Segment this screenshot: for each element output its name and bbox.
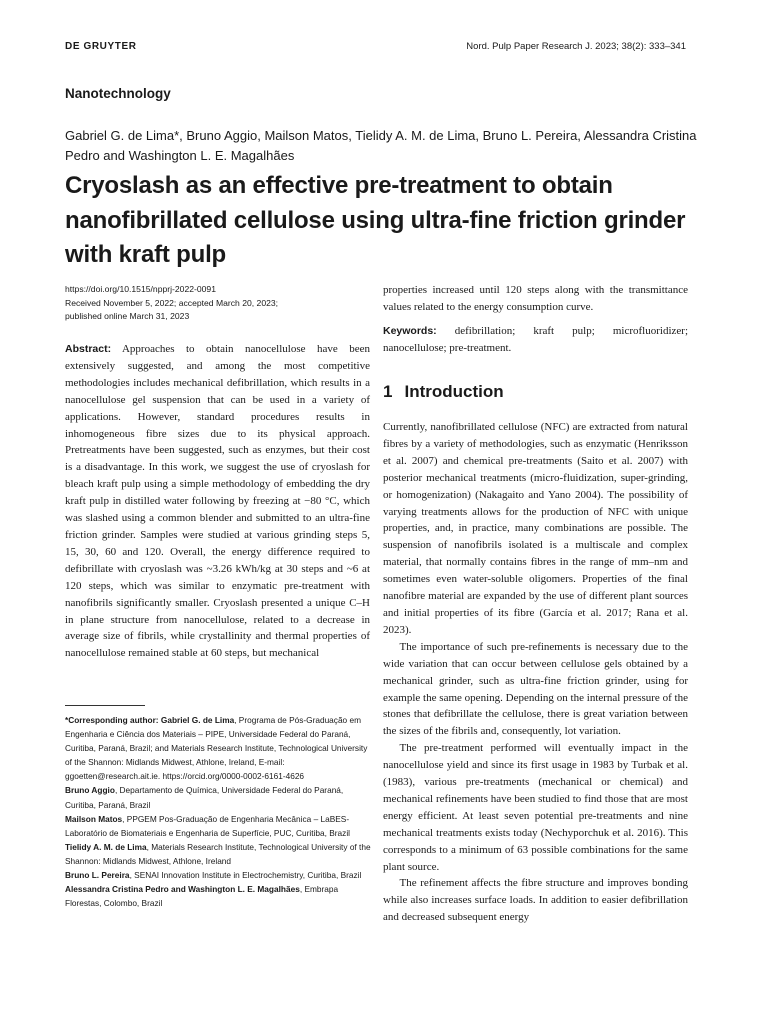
footnote-item [65,882,375,910]
footnote-divider [65,705,145,706]
intro-paragraph: The pre-treatment performed will eventually impact in the nanocellulose yield and since its first usage in 1983 by Turbak et al. (1983), various pre-treatments (mechanical or chemical) and mechanical refinements have been studied to find those that are most energy efficient. At least seven potential pre-treatments and nine mechanical treatments exists today (Nechyporchuk et al. 2016). This corresponds to a minimum of 63 possible combinations for the same plant source. [383,742,688,873]
footnote-item [65,713,375,783]
article-meta [65,283,375,324]
abstract-continuation [383,282,688,316]
abstract-label: Abstract: [65,343,112,355]
footnote-text: , Materials Research Institute, Technological University of the Shannon: Midlands Midwest, Athlone, Ireland [65,841,371,866]
section-label: Nanotechnology [65,86,171,101]
footnote-text: , Departamento de Química, Universidade Federal do Paraná, Curitiba, Paraná, Brazil [65,785,344,810]
intro-paragraph: The importance of such pre-refinements is necessary due to the wide variation that can occur between cellulose gels obtained by a mechanical grinder, such as ultra-fine friction grinder, using for example the same opening. Depending on the internal pressure of the stones that defibrillate the cellulose, there is great variation between the sizes of the fibrils and, consequently, lot variation. [383,640,688,738]
abstract [65,341,370,662]
footnote-item [65,868,375,882]
footnote-text: , PPGEM Pos-Graduação de Engenharia Mecânica – LaBES-Laboratório de Biomateriais e Engenharia de Superfície, PUC, Curitiba, Brazil [65,813,351,838]
article-title: Cryoslash as an effective pre-treatment to obtain nanofibrillated cellulose using ultra-fine friction grinder with kraft pulp [65,172,686,268]
keywords-text: defibrillation; kraft pulp; microfluoridizer; nanocellulose; pre-treatment. [383,325,688,354]
doi-link[interactable]: https://doi.org/10.1515/npprj-2022-0091 [65,284,216,294]
author-list: Gabriel G. de Lima*, Bruno Aggio, Mailson Matos, Tielidy A. M. de Lima, Bruno L. Pereira, Alessandra Cristina Pedro and Washington L. E. Magalhães [65,128,697,163]
publisher-name: DE GRUYTER [65,41,137,52]
footnote-text: , Embrapa Florestas, Colombo, Brazil [65,884,339,909]
introduction-heading [383,382,504,402]
received-date: Received November 5, 2022; accepted March 20, 2023; [65,297,279,308]
intro-paragraph: The refinement affects the fibre structure and improves bonding while also increases surface loads. In addition to easier defibrillation and decreased subsequent energy [383,877,688,924]
footnote-item [65,840,375,868]
abstract-text: Approaches to obtain nanocellulose have been extensively suggested, and among the most competitive methodologies includes mechanical defibrillation, which results in a nanocellulose gel suspension that can be used in a variety of applications. However, standard procedures results in inhomogeneous fibre sizes due to its physical approach. Pretreatments have been suggested, such as enzymes, but their cost is a disadvantage. In this work, we suggest the use of cryoslash for bleach kraft pulp using a simple methodology of embedding the dry kraft pulp in distilled water following by freezing at −80 °C, which was slashed using a common blender and submitted to an ultra-fine friction grinder. Samples were studied at various grinding steps 5, 15, 30, 60 and 120. Overall, the energy difference required to defibrillate with cryoslash was ~3.26 kWh/kg at 30 steps and ~6 at 120 steps, which was similar to enzymatic pre-treatment with nanofibrils significantly smaller. Cryoslash presented a unique C–H in plane structure from nanocellulose, related to a decrease in average size of fibrils, while crystallinity and thermal properties of nanocellulose remained stable at 60 steps, but mechanical [65,343,370,660]
keywords [383,323,688,357]
affiliations-footnotes [65,713,375,910]
footnote-author: Mailson Matos [65,813,123,824]
footnote-item [65,783,375,811]
footnote-author: Bruno Aggio [65,785,115,796]
published-date: published online March 31, 2023 [65,311,190,321]
footnote-author: Tielidy A. M. de Lima [65,841,147,852]
footnote-text: , SENAI Innovation Institute in Electrochemistry, Curitiba, Brazil [129,870,362,881]
section-heading-text: Introduction [404,382,504,401]
intro-paragraph: Currently, nanofibrillated cellulose (NFC) are extracted from natural fibres by a variety of methodologies, such as enzymatic (Henriksson et al. 2007) and chemical pre-treatments (Saito et al. 2007) with posterior mechanical treatments (micro-fluidization, super-grinding, or homogenization) (Nakagaito and Yano 2004). The possibility of varying treatments allows for the production of NFC with unique properties, and, in practice, many combinations are possible. The suspension of nanofibrils isolated is a multiscale and complex material, that normally contains fibres in the range of mm–nm and sometimes even water-soluble oligomers. Properties of the final nanofibre material are expanded by the use of different plant sources and initial properties of its fibre (García et al. 2017; Rana et al. 2023). [383,421,688,636]
section-number: 1 [383,382,393,401]
footnote-item [65,812,375,840]
footnote-author: Bruno L. Pereira [65,870,130,881]
footnote-author: Alessandra Cristina Pedro and Washington L. E. Magalhães [65,884,300,895]
keywords-label: Keywords: [383,325,437,337]
footnote-text: , Programa de Pós-Graduação em Engenharia e Ciência dos Materiais – PIPE, Universidade Federal do Paraná, Curitiba, Paraná, Brazil; and Materials Research Institute, Technological University of the Shannon: Midlands Midwest, Athlone, Ireland, E-mail: ggoetten@research.ait.ie. https://orcid.org/0000-0002-6161-4626 [65,715,368,782]
journal-reference: Nord. Pulp Paper Research J. 2023; 38(2): 333–341 [466,41,686,52]
introduction-body [383,419,688,926]
footnote-author: *Corresponding author: Gabriel G. de Lima [65,715,235,725]
abstract-continuation-text: properties increased until 120 steps along with the transmittance values related to the energy consumption curve. [383,284,688,313]
